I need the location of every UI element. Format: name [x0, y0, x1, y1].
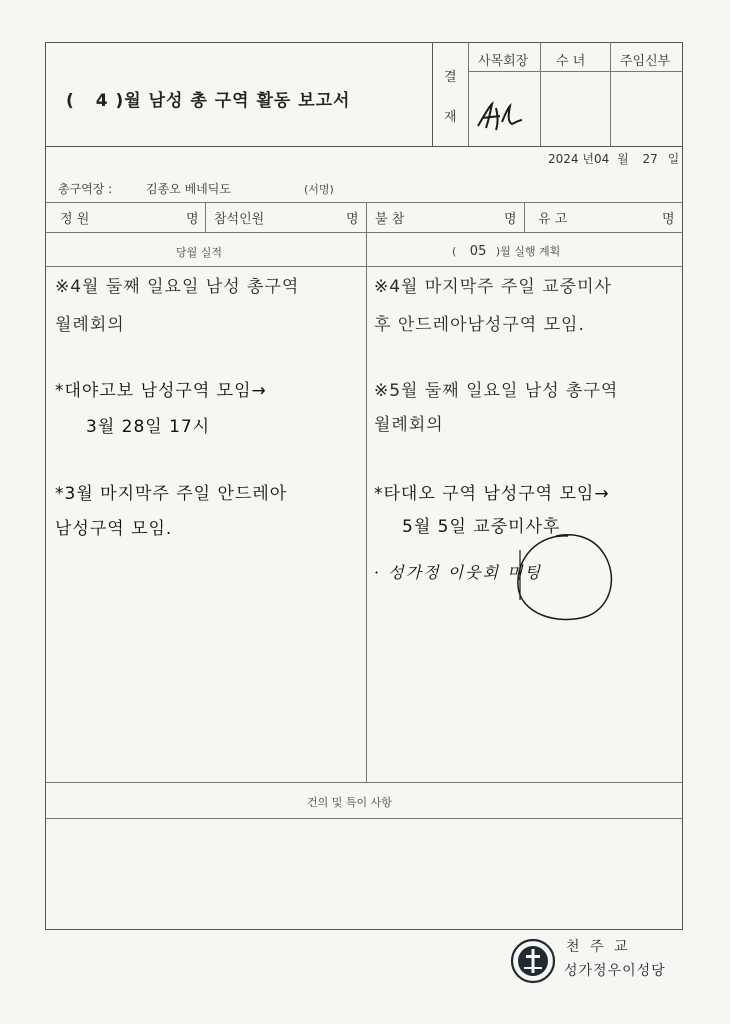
excused-unit: 명 — [662, 212, 675, 227]
members-label: 정 원 — [60, 212, 90, 227]
absent-label: 불 참 — [375, 212, 405, 227]
title-open-paren: ( — [66, 91, 75, 111]
plan-item-3-line-2: 5월 5일 교중미사후 — [402, 517, 561, 537]
result-item-3-line-1: *3월 마지막주 주일 안드레아 — [55, 484, 288, 504]
plan-item-1-line-2: 후 안드레아남성구역 모임. — [374, 315, 585, 335]
approval-col-pastoral-president: 사목회장 — [478, 54, 529, 69]
handwritten-circle — [508, 530, 620, 626]
members-unit: 명 — [186, 212, 199, 227]
approval-header-line — [468, 71, 683, 72]
remarks-top-line — [45, 782, 683, 783]
attendance-unit: 명 — [346, 212, 359, 227]
counts-bottom-line — [45, 232, 683, 233]
results-header: 당월 실적 — [176, 246, 223, 259]
section-header-bottom-line — [45, 266, 683, 267]
church-line-2: 성가정우이성당 — [564, 963, 666, 979]
title-bottom-line — [45, 146, 683, 147]
leader-name: 김종오 베네딕도 — [146, 182, 231, 196]
plan-header-month: 05 — [469, 244, 487, 259]
plan-header — [452, 243, 560, 259]
result-item-2-line-2: 3월 28일 17시 — [86, 417, 211, 437]
plan-header-rest: )월 실행 계획 — [495, 245, 561, 258]
result-item-2-line-1: *대야고보 남성구역 모임→ — [55, 381, 267, 401]
remarks-header: 건의 및 특이 사항 — [307, 796, 392, 809]
date-day: 27 — [642, 152, 658, 166]
remarks-header-bottom-line — [45, 818, 683, 819]
approval-divider-1 — [540, 42, 541, 146]
church-seal — [510, 938, 556, 984]
counts-divider-3 — [524, 202, 525, 232]
title-month: 4 — [95, 91, 109, 111]
report-date — [548, 150, 679, 167]
excused-label: 유 고 — [538, 212, 568, 227]
report-title — [66, 86, 350, 111]
absent-unit: 명 — [504, 212, 517, 227]
section-center-divider — [366, 232, 367, 782]
date-day-unit: 일 — [667, 152, 680, 166]
approval-divider-left — [432, 42, 433, 146]
approval-label-top: 결 — [444, 70, 457, 85]
date-year-unit: 년 — [582, 152, 594, 166]
plan-item-3-line-1: *타대오 구역 남성구역 모임→ — [374, 484, 610, 504]
counts-top-line — [45, 202, 683, 203]
title-rest: )월 남성 총 구역 활동 보고서 — [115, 91, 351, 111]
plan-item-4-handwritten: · 성가정 이웃회 미팅 — [374, 563, 542, 582]
approval-signature — [474, 98, 526, 134]
plan-item-2-line-1: ※5월 둘째 일요일 남성 총구역 — [374, 381, 619, 401]
church-line-1: 천 주 교 — [566, 939, 631, 955]
result-item-1-line-2: 월례회의 — [55, 315, 125, 335]
date-month: 04 — [593, 152, 610, 166]
approval-divider-label — [468, 42, 469, 146]
leader-sign-label: (서명) — [304, 183, 334, 196]
result-item-1-line-1: ※4월 둘째 일요일 남성 총구역 — [55, 277, 300, 297]
attendance-label: 참석인원 — [214, 212, 265, 227]
approval-label-bottom: 재 — [444, 110, 457, 125]
approval-col-pastor: 주임신부 — [620, 54, 671, 69]
counts-divider-1 — [205, 202, 206, 232]
date-month-unit: 월 — [617, 152, 629, 166]
approval-col-sister: 수 녀 — [556, 54, 586, 69]
leader-label: 총구역장 : — [58, 182, 113, 196]
plan-item-2-line-2: 월례회의 — [374, 415, 444, 435]
date-year: 2024 — [548, 152, 579, 166]
result-item-3-line-2: 남성구역 모임. — [55, 519, 173, 539]
approval-divider-2 — [610, 42, 611, 146]
plan-header-open-paren: ( — [452, 245, 457, 258]
counts-divider-2 — [366, 202, 367, 232]
plan-item-1-line-1: ※4월 마지막주 주일 교중미사 — [374, 277, 612, 297]
